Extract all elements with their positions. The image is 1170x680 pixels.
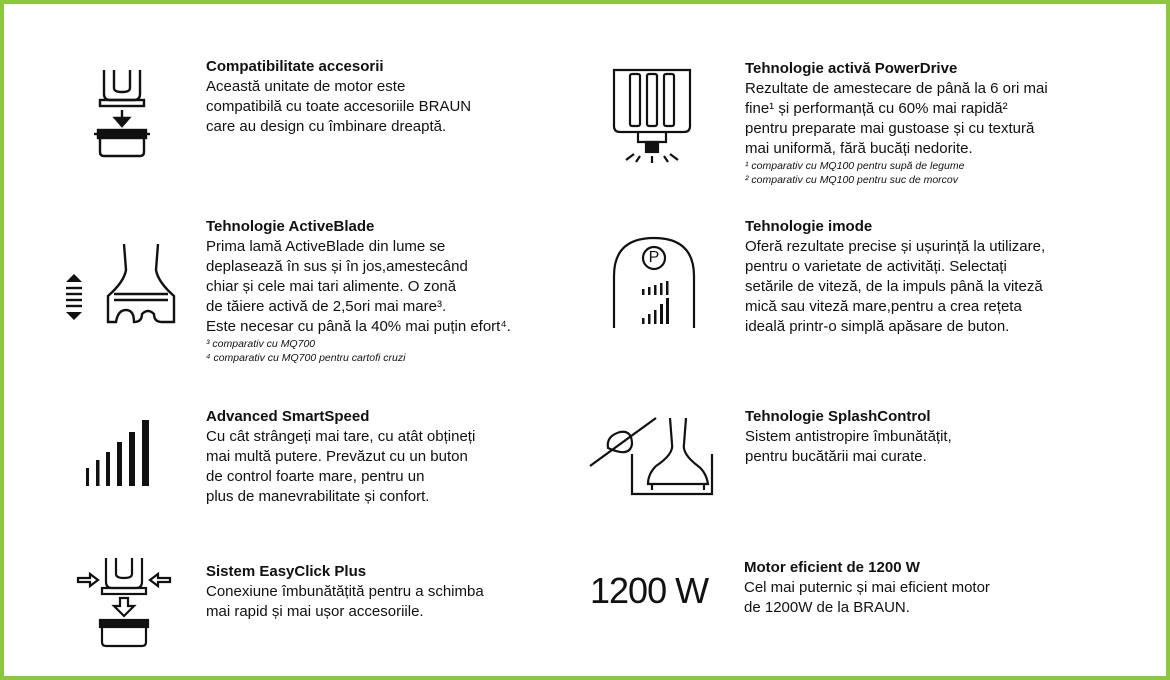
footnote: ¹ comparativ cu MQ100 pentru supă de legume	[745, 160, 965, 172]
feature-body: Sistem antistropire îmbunătățit, pentru bucătării mai curate.	[745, 428, 952, 465]
feature-powerdrive	[745, 59, 1145, 187]
feature-easyclick	[206, 562, 566, 622]
feature-body: Cu cât strângeți mai tare, cu atât obțineți mai multă putere. Prevăzut cu un buton de control foarte mare, pentru un plus de manevrabilitate și confort.	[206, 428, 476, 505]
feature-body: Conexiune îmbunătățită pentru a schimba mai rapid și mai ușor accesoriile.	[206, 583, 484, 620]
powerdrive-icon	[610, 66, 694, 166]
feature-title: Motor eficient de 1200 W	[744, 559, 920, 576]
feature-title: Advanced SmartSpeed	[206, 408, 370, 425]
feature-title: Compatibilitate accesorii	[206, 58, 384, 75]
feature-title: Tehnologie ActiveBlade	[206, 218, 375, 235]
feature-motor	[744, 558, 1104, 618]
speed-bars-icon	[84, 418, 156, 488]
feature-body: Oferă rezultate precise și ușurință la utilizare, pentru o varietate de activități. Selectați setările de viteză, de la impuls până la viteză mică sau viteză mare,pentru a crea rețeta ideală printr-o simplă apăsare de buton.	[745, 238, 1046, 335]
imode-letter: P	[648, 249, 660, 266]
splash-control-icon	[586, 414, 716, 498]
feature-activeblade	[206, 217, 576, 365]
feature-smartspeed	[206, 407, 566, 507]
feature-body: Rezultate de amestecare de până la 6 ori mai fine¹ și performanță cu 60% mai rapidă² pentru preparate mai gustoase și cu textură mai uniformă, fără bucăți nedorite.	[745, 80, 1048, 157]
feature-splashcontrol	[745, 407, 1105, 467]
easyclick-icon	[76, 556, 172, 652]
feature-body: Această unitate de motor este compatibilă cu toate accesoriile BRAUN care au design cu îmbinare dreaptă.	[206, 78, 472, 135]
wattage-label: 1200 W	[590, 570, 709, 611]
imode-icon	[608, 232, 700, 332]
motor-attach-icon	[90, 68, 154, 164]
feature-title: Tehnologie activă PowerDrive	[745, 60, 958, 77]
footnote: ² comparativ cu MQ100 pentru suc de morcov	[745, 174, 959, 186]
feature-imode	[745, 217, 1145, 337]
feature-body: Prima lamă ActiveBlade din lume se deplasează în sus și în jos,amestecând chiar și cele mai tari alimente. O zonă de tăiere activă de 2,5ori mai mare³. Este necesar cu până la 40% mai puțin efort⁴.	[206, 238, 511, 335]
feature-title: Tehnologie SplashControl	[745, 408, 931, 425]
feature-title: Tehnologie imode	[745, 218, 873, 235]
footnote: ⁴ comparativ cu MQ700 pentru cartofi cruzi	[206, 352, 406, 364]
feature-title: Sistem EasyClick Plus	[206, 563, 367, 580]
footnote: ³ comparativ cu MQ700	[206, 338, 316, 350]
feature-body: Cel mai puternic și mai eficient motor de 1200W de la BRAUN.	[744, 579, 990, 616]
feature-compatibilitate	[206, 57, 566, 137]
active-blade-icon	[60, 238, 190, 328]
